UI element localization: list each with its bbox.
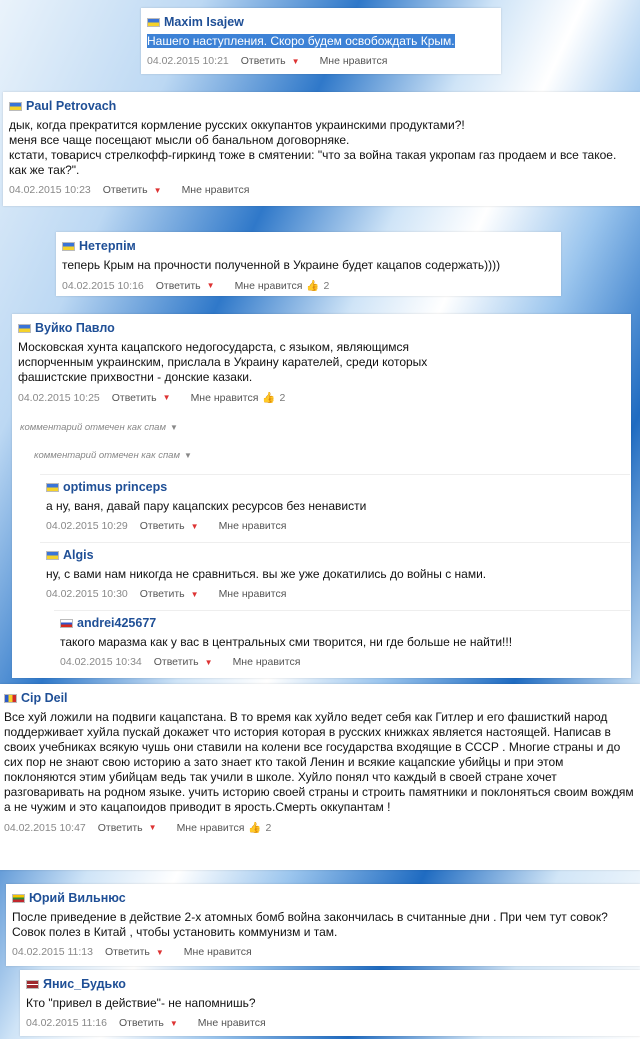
reply-button[interactable]: Ответить	[240, 55, 286, 67]
reply-card	[54, 610, 630, 672]
flag-icon	[60, 619, 73, 628]
reply-button[interactable]: Ответить	[118, 1017, 164, 1029]
reply-button[interactable]: Ответить	[153, 656, 199, 668]
reply-button[interactable]: Ответить	[111, 391, 157, 404]
flag-icon	[9, 102, 22, 111]
comment-date: 04.02.2015 10:23	[9, 184, 91, 196]
spam-notice[interactable]: комментарий отмечен как спам ▼	[20, 422, 178, 433]
flag-icon	[18, 324, 31, 333]
comment-date: 04.02.2015 10:25	[18, 391, 100, 404]
like-button[interactable]: Мне нравится	[232, 656, 301, 668]
like-button[interactable]: Мне нравится	[190, 391, 259, 404]
flag-icon	[46, 483, 59, 492]
comment-author[interactable]: andrei425677	[77, 616, 157, 630]
reply-card	[40, 542, 630, 604]
comment-text: Нашего наступления. Скоро будем освобождать Крым.	[147, 34, 455, 48]
comment-date: 04.02.2015 11:13	[12, 946, 93, 958]
comment-text: Московская хунта кацапского недогосударста, с языком, являющимся испорченным украинским, прислала в Украину карателей, среди которых фашистские прихвостни - донские казаки.	[18, 340, 428, 384]
reply-button[interactable]: Ответить	[155, 279, 201, 292]
flag-icon	[26, 980, 39, 989]
comment-text: такого маразма как у вас в центральных сми творится, ни где больше не найти!!!	[60, 635, 513, 649]
caret-down-icon[interactable]: ▼	[153, 185, 162, 195]
caret-down-icon[interactable]: ▼	[183, 451, 192, 460]
comment-date: 04.02.2015 10:30	[46, 588, 128, 600]
comment-date: 04.02.2015 10:29	[46, 520, 128, 532]
comment-date: 04.02.2015 10:16	[62, 279, 144, 292]
comment-author[interactable]: Вуйко Павло	[35, 321, 115, 335]
like-button[interactable]: Мне нравится	[218, 588, 287, 600]
comment-date: 04.02.2015 10:34	[60, 656, 142, 668]
like-count: 2	[279, 391, 286, 404]
comment-text: После приведение в действие 2-х атомных бомб война закончилась в считанные дни . При чем тут совок? Совок полез в Китай , чтобы установить коммунизм и там.	[12, 910, 608, 939]
caret-down-icon[interactable]: ▼	[291, 56, 300, 66]
caret-down-icon[interactable]: ▼	[155, 947, 164, 957]
reply-card	[40, 474, 630, 538]
comment-author[interactable]: Algis	[63, 548, 94, 562]
comment-text: теперь Крым на прочности полученной в Украине будет кацапов содержать))))	[62, 258, 501, 272]
like-count: 2	[323, 279, 330, 292]
comment-card	[20, 970, 640, 1036]
caret-down-icon[interactable]: ▼	[169, 423, 178, 432]
comment-date: 04.02.2015 10:21	[147, 55, 229, 67]
comment-author[interactable]: Юрий Вильнюс	[29, 891, 126, 905]
comment-text: ну, с вами нам никогда не сравниться. вы же уже докатились до войны с нами.	[46, 567, 487, 581]
caret-down-icon[interactable]: ▼	[162, 393, 171, 402]
thumbs-up-icon: 👍	[262, 392, 276, 404]
comment-card	[6, 884, 640, 966]
comment-date: 04.02.2015 10:47	[4, 821, 86, 834]
like-button[interactable]: Мне нравится	[176, 821, 245, 834]
caret-down-icon[interactable]: ▼	[206, 281, 215, 290]
comment-author[interactable]: Янис_Будько	[43, 977, 126, 991]
like-button[interactable]: Мне нравится	[234, 279, 303, 292]
flag-icon	[46, 551, 59, 560]
reply-button[interactable]: Ответить	[97, 821, 143, 834]
reply-button[interactable]: Ответить	[139, 588, 185, 600]
comment-card	[0, 684, 640, 870]
thumbs-up-icon: 👍	[306, 280, 320, 292]
like-count: 2	[265, 821, 272, 834]
flag-icon	[4, 694, 17, 703]
comment-card	[141, 8, 501, 74]
comment-author[interactable]: Maxim Isajew	[164, 15, 244, 29]
flag-icon	[62, 242, 75, 251]
caret-down-icon[interactable]: ▼	[190, 589, 199, 599]
comment-author[interactable]: optimus princeps	[63, 480, 168, 494]
comment-text: а ну, ваня, давай пару кацапских ресурсов без ненависти	[46, 499, 367, 513]
like-button[interactable]: Мне нравится	[183, 946, 252, 958]
comment-author[interactable]: Cip Deil	[21, 691, 68, 705]
caret-down-icon[interactable]: ▼	[169, 1018, 178, 1028]
comment-text: дык, когда прекратится кормление русских оккупантов украинскими продуктами?! меня все чаще посещают мысли об банальном договорняке. кстати, товарисч стрелкофф-гиркинд тоже в смятении: "что за война такая укропам газ продаем и все такое. как же так?".	[9, 118, 617, 177]
comment-card	[56, 232, 561, 296]
comment-card	[3, 92, 640, 206]
comment-text: Все хуй ложили на подвиги кацапстана. В то время как хуйло ведет себя как Гитлер и его фашисткий народ поддерживает хуйла пускай докажет что история которая в русских книжках является настоящей. Написав в своих учебниках всякую чушь они ставили на колени все государства входящие в СССР . Многие страны и до сих пор не знают свою историю а зато знает кто такой Ленин и всякие кацапские убийцы и при этом поклоняются этим убийцам ведь так учили в школе. Хуйло понял что каждый в своей стране хочет разговаривать на родном языке. учить историю своей страны и строить памятники и поклоняться своим вождям а не чужим и это кацапоидов приводит в ярость.Смерть оккупантам !	[4, 710, 634, 814]
comment-author[interactable]: Paul Petrovach	[26, 99, 117, 113]
reply-button[interactable]: Ответить	[139, 520, 185, 532]
like-button[interactable]: Мне нравится	[181, 184, 250, 196]
like-button[interactable]: Мне нравится	[197, 1017, 266, 1029]
caret-down-icon[interactable]: ▼	[148, 823, 157, 832]
reply-button[interactable]: Ответить	[104, 946, 150, 958]
like-button[interactable]: Мне нравится	[319, 55, 388, 67]
comment-text: Кто "привел в действие"- не напомнишь?	[26, 996, 256, 1010]
comment-author[interactable]: Нетерпім	[79, 239, 136, 253]
like-button[interactable]: Мне нравится	[218, 520, 287, 532]
flag-icon	[147, 18, 160, 27]
spam-notice[interactable]: комментарий отмечен как спам ▼	[34, 450, 192, 461]
caret-down-icon[interactable]: ▼	[190, 521, 199, 531]
thumbs-up-icon: 👍	[248, 822, 262, 834]
comment-date: 04.02.2015 11:16	[26, 1017, 107, 1029]
reply-button[interactable]: Ответить	[102, 184, 148, 196]
caret-down-icon[interactable]: ▼	[204, 657, 213, 667]
flag-icon	[12, 894, 25, 903]
